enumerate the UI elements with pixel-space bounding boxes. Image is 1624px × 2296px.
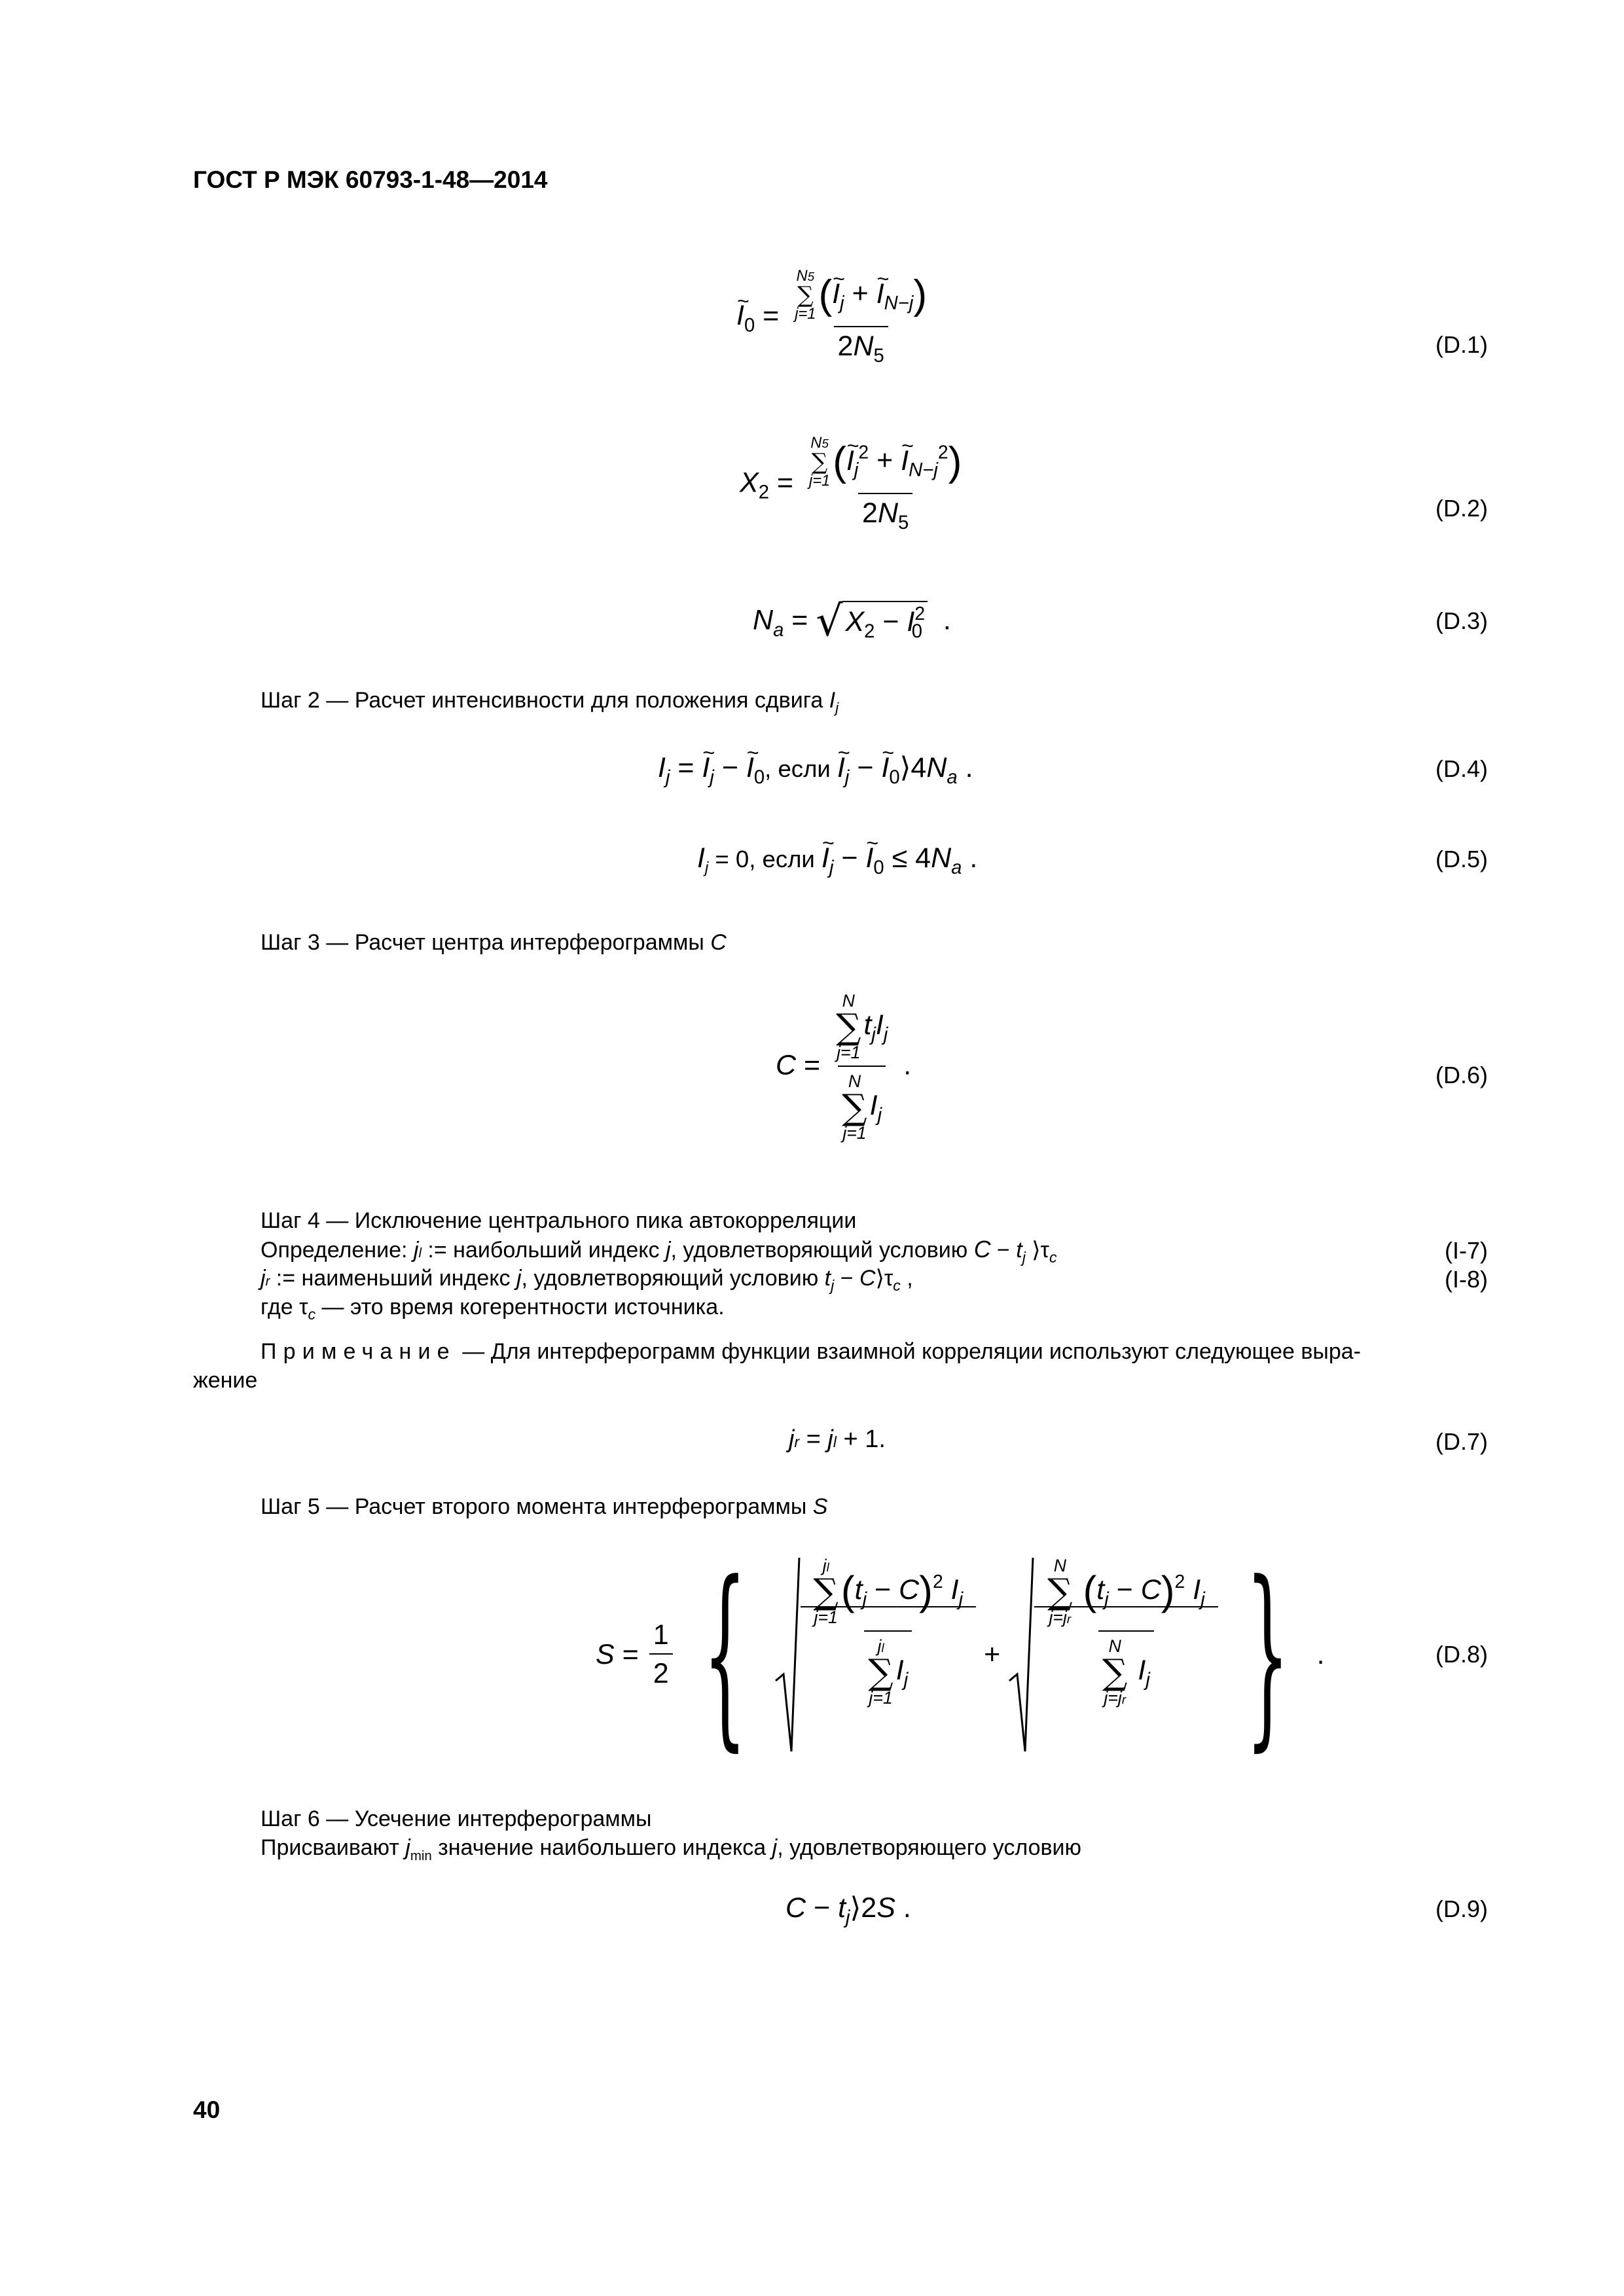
step2-label: Шаг 2 — Расчет интенсивности для положения сдвига <box>261 688 829 713</box>
formula-d6: C = N ∑ j=1 $t_jI_j$ N ∑ j=1 $I_j$ . <box>776 991 912 1143</box>
equation-number-d4: (D.4) <box>1435 755 1488 782</box>
step4-where-b: — это время когерентности источника. <box>321 1295 725 1319</box>
formula-d1: ~ $I_0$ = N5 ∑ j=1 (~ $I_j$ + ~ $I_{N-j}$) $2N_5$ <box>736 268 935 367</box>
step6-text-c: , удовлетворяющего условию <box>777 1835 1082 1860</box>
step4-definition: Определение: jl := наибольший индекс j, удовлетворяющий условию $C - t_j$ $⟩\tau_c$ <box>261 1236 1057 1266</box>
step3-text <box>261 928 727 957</box>
equation-number-d2: (D.2) <box>1435 495 1488 522</box>
step5-label: Шаг 5 — Расчет второго момента интерферограммы <box>261 1494 813 1519</box>
step4-def-c: , удовлетворяющий условию <box>670 1238 974 1263</box>
formula-d8: S = $\frac{1}{2}$ { jl ∑ j=1 $(t_j - C)^2$ $I_j$ jl ∑ j=1 $I_j$ + N ∑ j=jr $(t_j - C)^2$ $I_j$ N ∑ j=jr $I_j$ } . <box>596 1540 1325 1768</box>
step5-text <box>261 1492 827 1521</box>
equation-number-d9: (D.9) <box>1435 1895 1488 1922</box>
step2-var: I <box>829 688 836 713</box>
page-number: 40 <box>193 2096 221 2123</box>
step4-where: где $\tau_c$ — это время когерентности источника. <box>261 1295 725 1323</box>
equation-number-d7: (D.7) <box>1435 1428 1488 1455</box>
step6-text-b: значение наибольшего индекса <box>431 1835 772 1860</box>
step4-title: Шаг 4 — Исключение центрального пика автокорреляции <box>261 1208 857 1233</box>
note-text <box>261 1337 1361 1366</box>
equation-number-i7: (I-7) <box>1445 1237 1488 1264</box>
formula-d9: $C - t_j⟩2S$ . <box>785 1892 911 1929</box>
equation-number-d3: (D.3) <box>1435 607 1488 634</box>
step4-where-a: где <box>261 1295 300 1319</box>
note-text-cont: жение <box>193 1368 258 1393</box>
formula-d2: $X_2$ = N5 ∑ j=1 (~ $I_j^2$ + ~ $I_{N-j}^2$) $2N_5$ <box>740 435 969 533</box>
step2-text <box>261 686 839 723</box>
formula-d5: $I_j = 0$, если ~ $I_j$ − ~ $I_0 \le 4N_a$ . <box>697 844 977 878</box>
note-body: — Для интерферограмм функции взаимной корреляции используют следующее выра- <box>456 1339 1361 1364</box>
equation-number-d1: (D.1) <box>1435 331 1488 358</box>
step3-label: Шаг 3 — Расчет центра интерферограммы <box>261 930 711 955</box>
document-header: ГОСТ Р МЭК 60793-1-48—2014 <box>193 166 548 193</box>
step2-sub: j <box>835 699 839 716</box>
equation-number-d8: (D.8) <box>1435 1641 1488 1668</box>
formula-d4: $I_j$ = ~ $I_j$ − ~ $I_0$, если ~ $I_j$ − ~ $I_0⟩4N_a$ . <box>658 754 973 787</box>
equation-number-i8: (I-8) <box>1445 1266 1488 1293</box>
step6-text: Присваивают $j_{min}$ значение наибольшего индекса j, удовлетворяющего условию <box>261 1835 1082 1863</box>
step3-var: C <box>710 930 727 955</box>
equation-number-d5: (D.5) <box>1435 846 1488 872</box>
step4-def-a: Определение: <box>261 1238 414 1263</box>
step6-text-a: Присваивают <box>261 1835 406 1860</box>
note-label: Примечание <box>261 1339 456 1364</box>
step4-jr-b: , удовлетворяющий условию <box>521 1266 825 1291</box>
d5-eq: = 0, если <box>708 846 821 872</box>
step6-title: Шаг 6 — Усечение интерферограммы <box>261 1806 652 1831</box>
formula-d3: $N_a$ = √ $X_2 - I^2_0$ . <box>753 597 951 646</box>
step6-text-sub: min <box>410 1848 432 1863</box>
step4-jr: jr := наименьший индекс j, удовлетворяющий условию $t_j$ − $C⟩\tau_c$ , <box>261 1266 913 1295</box>
step4-def-b: := наибольший индекс <box>421 1238 666 1263</box>
formula-d7: jr = jl + 1. <box>789 1426 886 1453</box>
d4-if: , если <box>765 755 837 782</box>
step4-jr-a: := наименьший индекс <box>270 1266 516 1291</box>
step5-var: S <box>812 1494 828 1519</box>
equation-number-d6: (D.6) <box>1435 1062 1488 1088</box>
